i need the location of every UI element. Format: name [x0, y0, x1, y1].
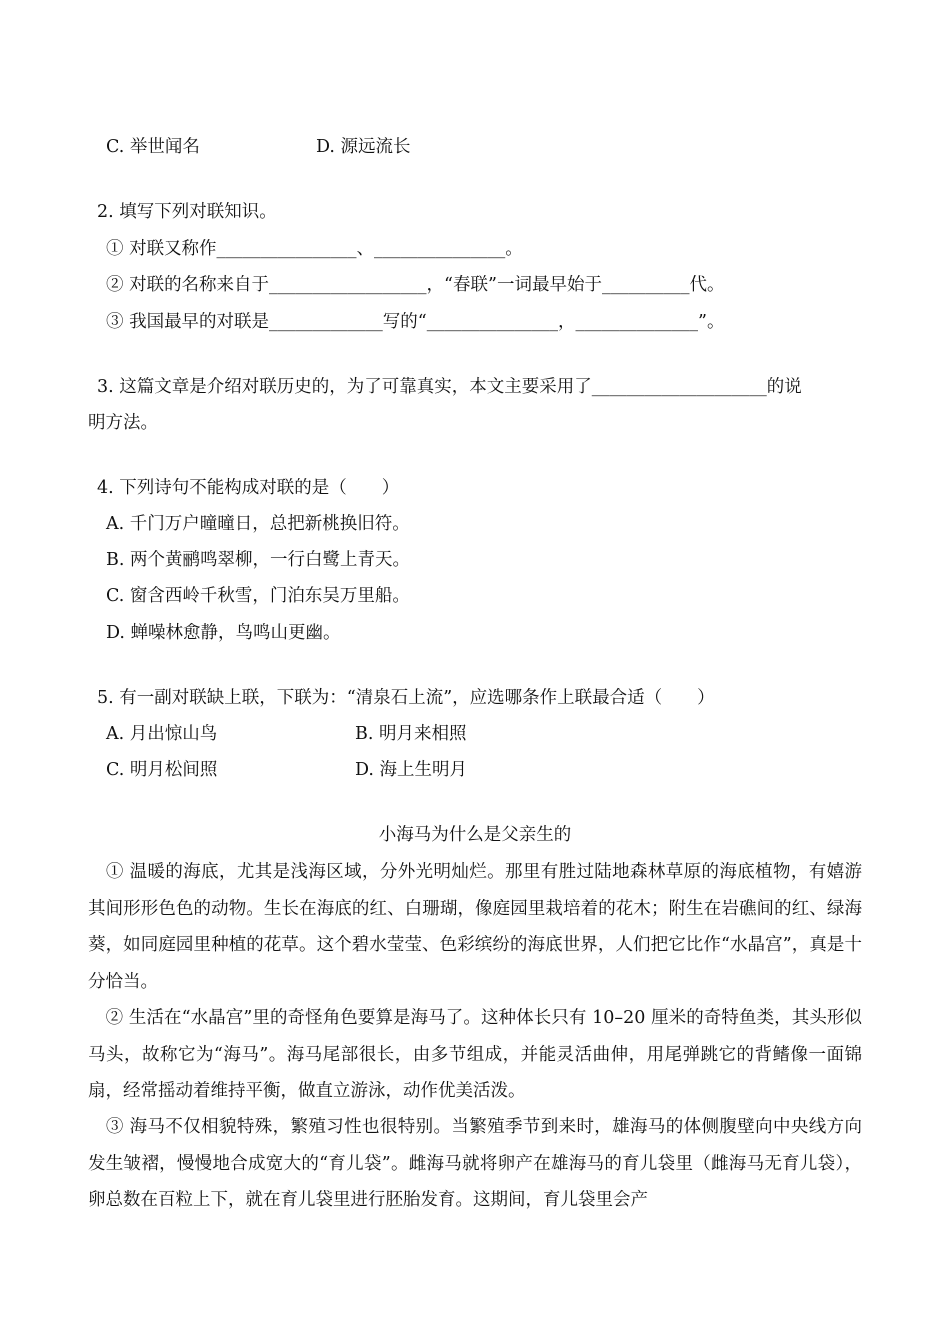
- q5-options-row-2: [106, 758, 467, 782]
- q5-option-d: D. 海上生明月: [355, 760, 468, 780]
- q2-item-1: ① 对联又称作________________、_______________。: [106, 239, 523, 259]
- q2-item-2: ② 对联的名称来自于__________________，“春联”一词最早始于__________代。: [106, 275, 725, 295]
- q4-stem: 4. 下列诗句不能构成对联的是（ ）: [97, 478, 400, 498]
- q2-stem: 2. 填写下列对联知识。: [97, 202, 277, 222]
- q5-option-b: B. 明月来相照: [355, 724, 467, 744]
- q1-options-row: [106, 135, 411, 159]
- q3-line-2: 明方法。: [88, 413, 158, 433]
- q3-line-1: 3. 这篇文章是介绍对联历史的，为了可靠真实，本文主要采用了____________________的说: [97, 377, 802, 397]
- q2-item-3: ③ 我国最早的对联是_____________写的“_______________，______________”。: [106, 312, 725, 332]
- q4-option-c: C. 窗含西岭千秋雪，门泊东吴万里船。: [106, 586, 410, 606]
- q1-option-c: C. 举世闻名: [106, 137, 200, 157]
- q4-option-d: D. 蝉噪林愈静，鸟鸣山更幽。: [106, 623, 341, 643]
- article-paragraph-3: ③ 海马不仅相貌特殊，繁殖习性也很特别。当繁殖季节到来时，雄海马的体侧腹壁向中央线方向发生皱褶，慢慢地合成宽大的“育儿袋”。雌海马就将卵产在雄海马的育儿袋里（雌海马无育儿袋），卵总数在百粒上下，就在育儿袋里进行胚胎发育。这期间，育儿袋里会产: [88, 1117, 862, 1210]
- q1-option-d: D. 源远流长: [316, 137, 411, 157]
- q4-option-a: A. 千门万户曈曈日，总把新桃换旧符。: [106, 514, 410, 534]
- q5-option-a: A. 月出惊山鸟: [106, 724, 218, 744]
- q4-option-b: B. 两个黄鹂鸣翠柳，一行白鹭上青天。: [106, 550, 410, 570]
- article-title: 小海马为什么是父亲生的: [378, 825, 572, 845]
- article-paragraph-1: ① 温暖的海底，尤其是浅海区域，分外光明灿烂。那里有胜过陆地森林草原的海底植物，有嬉游其间形形色色的动物。生长在海底的红、白珊瑚，像庭园里栽培着的花木；附生在岩礁间的红、绿海葵，如同庭园里种植的花草。这个碧水莹莹、色彩缤纷的海底世界，人们把它比作“水晶宫”，真是十分恰当。: [88, 862, 862, 992]
- q5-option-c: C. 明月松间照: [106, 760, 218, 780]
- q5-options-row-1: [106, 722, 467, 746]
- q5-stem: 5. 有一副对联缺上联，下联为：“清泉石上流”，应选哪条作上联最合适（ ）: [97, 688, 715, 708]
- article-paragraph-2: ② 生活在“水晶宫”里的奇怪角色要算是海马了。这种体长只有 10–20 厘米的奇特鱼类，其头形似马头，故称它为“海马”。海马尾部很长，由多节组成，并能灵活曲伸，用尾弹跳它的背鳍像一面锦扇，经常摇动着维持平衡，做直立游泳，动作优美活泼。: [88, 1008, 862, 1101]
